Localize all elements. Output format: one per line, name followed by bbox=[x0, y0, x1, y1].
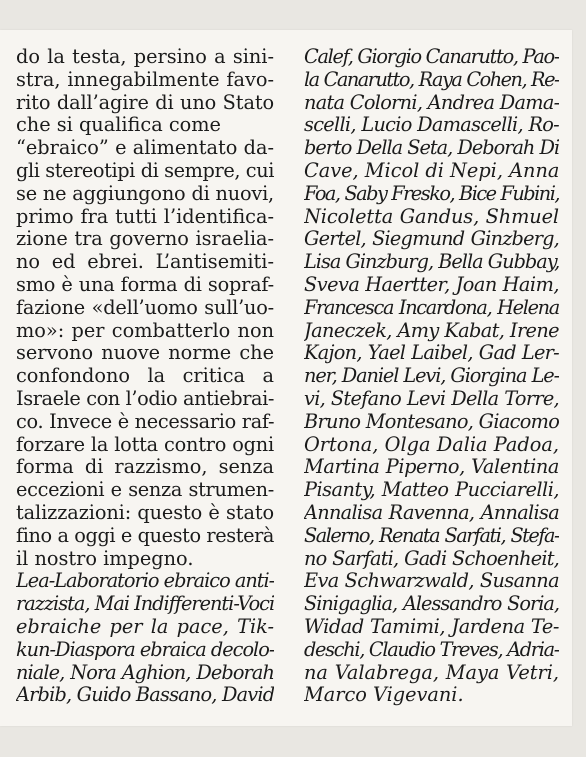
body-line: il nostro impegno. bbox=[16, 547, 194, 570]
signature-line: Kajon, Yael Laibel, Gad Ler- bbox=[304, 342, 559, 365]
body-line: do la testa, persino a sini- bbox=[16, 46, 274, 68]
signature-line: Gertel, Siegmund Ginzberg, bbox=[304, 228, 559, 251]
signature-line: la Canarutto, Raya Cohen, Re- bbox=[304, 68, 559, 91]
signature-line: Marco Vigevani. bbox=[304, 684, 464, 707]
signatories-list bbox=[16, 570, 274, 707]
signature-line: nata Colorni, Andrea Dama- bbox=[304, 91, 559, 114]
signature-line: scelli, Lucio Damascelli, Ro- bbox=[304, 114, 559, 137]
signature-line: Eva Schwarzwald, Susanna bbox=[304, 570, 559, 593]
body-line: fazione «dell’uomo sull’uo- bbox=[16, 296, 274, 319]
body-line: “ebraico” e alimentato da- bbox=[16, 137, 274, 160]
body-line: Israele con l’odio antiebrai- bbox=[16, 387, 274, 410]
signature-line: Annalisa Ravenna, Annalisa bbox=[304, 501, 559, 524]
signature-line: ner, Daniel Levi, Giorgina Le- bbox=[304, 365, 559, 388]
body-line: co. Invece è necessario raf- bbox=[16, 410, 274, 433]
signature-line: Bruno Montesano, Giacomo bbox=[304, 410, 559, 433]
signature-line: Cave, Micol di Nepi, Anna bbox=[304, 159, 559, 182]
body-line: gli stereotipi di sempre, cui bbox=[16, 159, 274, 182]
signature-line: Sinigaglia, Alessandro Soria, bbox=[304, 593, 559, 616]
signature-line: Lisa Ginzburg, Bella Gubbay, bbox=[304, 251, 559, 274]
body-line: se ne aggiungono di nuovi, bbox=[16, 182, 274, 205]
body-line: forzare la lotta contro ogni bbox=[16, 433, 274, 456]
article-body bbox=[16, 46, 274, 570]
signature-line: Foa, Saby Fresko, Bice Fubini, bbox=[304, 182, 559, 205]
signature-line: Salerno, Renata Sarfati, Stefa- bbox=[304, 524, 559, 547]
signature-line: na Valabrega, Maya Vetri, bbox=[304, 661, 559, 684]
body-line: talizzazioni: questo è stato bbox=[16, 501, 274, 524]
signature-line: Francesca Incardona, Helena bbox=[304, 296, 559, 319]
body-line: fino a oggi e questo resterà bbox=[16, 524, 274, 547]
signature-line: no Sarfati, Gadi Schoenheit, bbox=[304, 547, 559, 570]
signature-line: ebraiche per la pace, Tik- bbox=[16, 615, 274, 638]
signature-line: niale, Nora Aghion, Deborah bbox=[16, 661, 274, 684]
body-line: confondono la critica a bbox=[16, 365, 274, 388]
signature-line: kun-Diaspora ebraica decolo- bbox=[16, 638, 274, 661]
body-line: rito dall’agire di uno Stato bbox=[16, 91, 274, 114]
newspaper-clipping bbox=[0, 30, 572, 726]
body-line: primo fra tutti l’identifica- bbox=[16, 205, 274, 228]
body-line: no ed ebrei. L’antisemiti- bbox=[16, 251, 274, 274]
signature-line: Arbib, Guido Bassano, David bbox=[16, 684, 274, 707]
body-line: servono nuove norme che bbox=[16, 342, 274, 365]
signature-line: Sveva Haertter, Joan Haim, bbox=[304, 273, 559, 296]
signature-line: Ortona, Olga Dalia Padoa, bbox=[304, 433, 559, 456]
signature-line: vi, Stefano Levi Della Torre, bbox=[304, 387, 559, 410]
signature-line: berto Della Seta, Deborah Di bbox=[304, 137, 559, 160]
body-line: smo è una forma di sopraf- bbox=[16, 273, 274, 296]
signature-line: Widad Tamimi, Jardena Te- bbox=[304, 615, 559, 638]
signature-line: deschi, Claudio Treves, Adria- bbox=[304, 638, 559, 661]
signature-line: Nicoletta Gandus, Shmuel bbox=[304, 205, 559, 228]
signature-line: Lea-Laboratorio ebraico anti- bbox=[16, 570, 274, 593]
body-line: forma di razzismo, senza bbox=[16, 456, 274, 479]
signature-line: razzista, Mai Indifferenti-Voci bbox=[16, 593, 274, 616]
body-line: eccezioni e senza strumen- bbox=[16, 479, 274, 502]
body-line: mo»: per combatterlo non bbox=[16, 319, 274, 342]
signature-line: Martina Piperno, Valentina bbox=[304, 456, 559, 479]
body-line: zione tra governo israelia- bbox=[16, 228, 274, 251]
body-line: stra, innegabilmente favo- bbox=[16, 68, 274, 91]
body-line: che si qualifica come bbox=[16, 114, 221, 137]
left-column bbox=[16, 46, 274, 707]
right-column bbox=[304, 46, 559, 707]
signature-line: Janeczek, Amy Kabat, Irene bbox=[304, 319, 559, 342]
signature-line: Pisanty, Matteo Pucciarelli, bbox=[304, 479, 559, 502]
signature-line: Calef, Giorgio Canarutto, Pao- bbox=[304, 46, 559, 68]
